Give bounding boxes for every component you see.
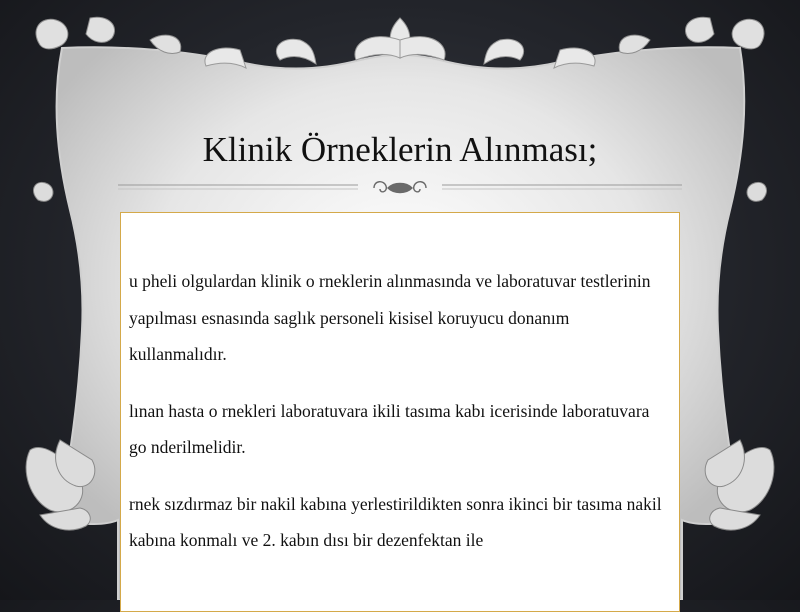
paragraph-1: u pheli olgulardan klinik o rneklerin alınmasında ve laboratuvar testlerinin yapılması esnasında saglık personeli kisisel koruyucu donanım kullanmalıdır. <box>129 271 651 364</box>
paragraph-3: rnek sızdırmaz bir nakil kabına yerlestirildikten sonra ikinci bir tasıma nakil kabına konmalı ve 2. kabın dısı bir dezenfektan ile <box>129 493 662 550</box>
title-divider <box>118 176 682 200</box>
content-box <box>120 212 680 612</box>
divider-ornament-icon <box>374 182 426 193</box>
paragraph-2: lınan hasta o rnekleri laboratuvara ikili tasıma kabı icerisinde laboratuvara go nderilmelidir. <box>129 400 650 457</box>
slide-title: Klinik Örneklerin Alınması; <box>202 130 598 169</box>
